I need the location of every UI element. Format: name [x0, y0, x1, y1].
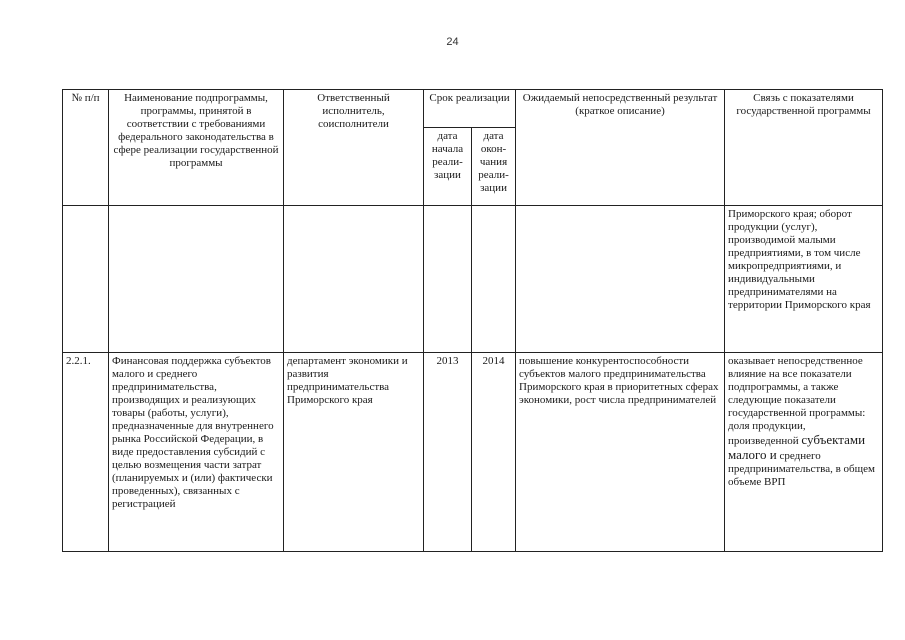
- table-row: [63, 353, 883, 552]
- page-number: 24: [446, 36, 459, 48]
- cell-start: 2013: [424, 353, 472, 552]
- cell-start: [424, 206, 472, 353]
- cell-end: [472, 206, 516, 353]
- cell-num: [63, 206, 109, 353]
- cell-link-part3: среднего предпринимательства, в общем объеме ВРП: [728, 450, 875, 488]
- header-executor: Ответственный исполнитель, соисполнители: [284, 90, 424, 206]
- cell-end: 2014: [472, 353, 516, 552]
- cell-link: Приморского края; оборот продукции (услуг), производимой малыми предприятиями, в том числе микропредприятиями, и индивидуальными предпринимателями на территории Приморского края: [725, 206, 883, 353]
- cell-result: повышение конкурентоспособности субъектов малого предпринимательства Приморского края в приоритетных сферах экономики, рост числа предпринимателей: [516, 353, 725, 552]
- header-result: Ожидаемый непосредственный результат (краткое описание): [516, 90, 725, 206]
- cell-link-part2: субъектами малого и: [728, 432, 866, 462]
- table-row: [63, 206, 883, 353]
- program-table-container: [62, 89, 883, 552]
- header-term: Срок реализации: [424, 90, 516, 128]
- program-table: [62, 89, 883, 552]
- cell-name: [109, 206, 284, 353]
- header-row-1: [63, 90, 883, 128]
- cell-executor: [284, 206, 424, 353]
- cell-num: 2.2.1.: [63, 353, 109, 552]
- cell-result: [516, 206, 725, 353]
- header-name: Наименование подпрограммы, программы, принятой в соответствии с требованиями федерального законодательства в сфере реализации государственной программы: [109, 90, 284, 206]
- header-num: № п/п: [63, 90, 109, 206]
- cell-name: Финансовая поддержка субъектов малого и среднего предпринимательства, производящих и реализующих товары (работы, услуги), предназначенные для внутреннего рынка Российской Федерации, в виде предоставления субсидий с целью возмещения части затрат (планируемых и (или) фактически проведенных), связанных с регистрацией: [109, 353, 284, 552]
- cell-link: [725, 353, 883, 552]
- header-link: Связь с показателями государственной программы: [725, 90, 883, 206]
- cell-link-part1: оказывает непосредственное влияние на все показатели подпрограммы, а также следующие показатели государственной программы: доля продукции, произведенной: [728, 355, 866, 447]
- cell-executor: департамент экономики и развития предпринимательства Приморского края: [284, 353, 424, 552]
- header-start: дата начала реали-зации: [424, 128, 472, 206]
- header-end: дата окон-чания реали-зации: [472, 128, 516, 206]
